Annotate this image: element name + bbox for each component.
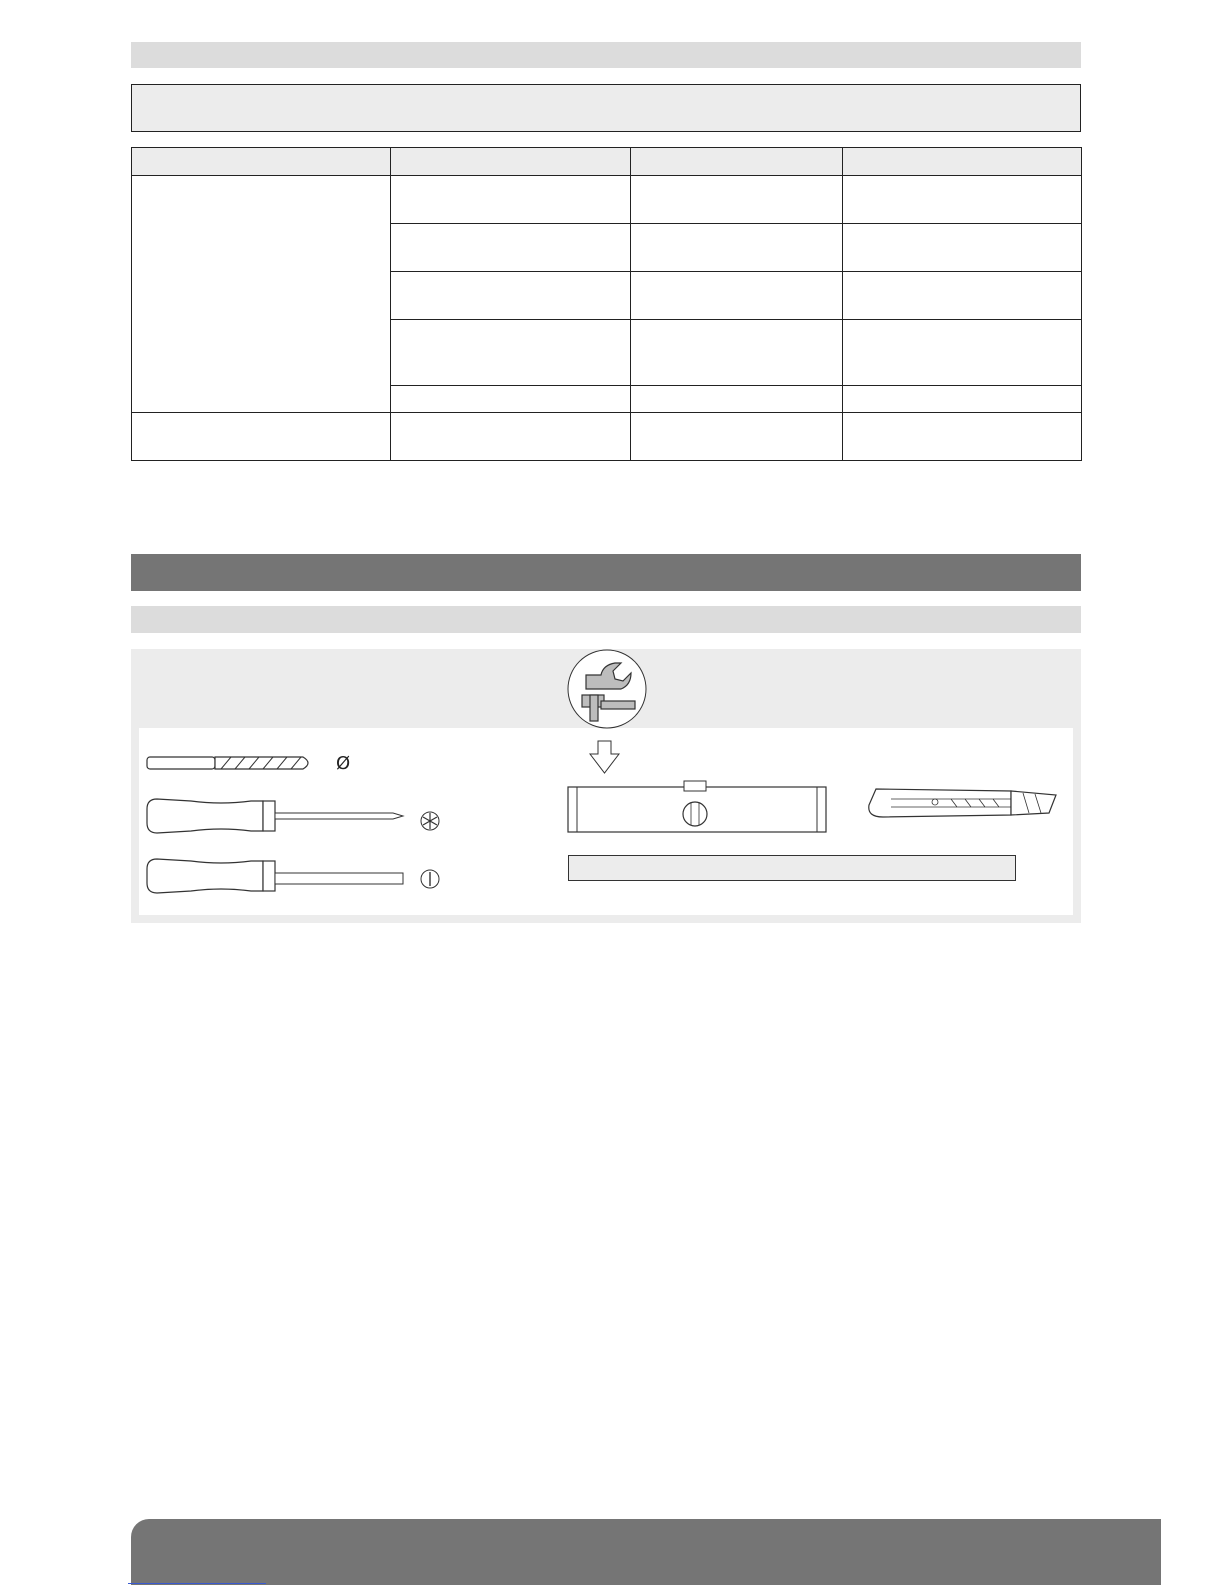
table-cell: [843, 176, 1082, 224]
table-cell: [391, 272, 631, 320]
table-row: [132, 413, 1082, 461]
footer-link-underline[interactable]: [128, 1583, 266, 1584]
table-cell: [631, 272, 843, 320]
table-header-cell: [843, 148, 1082, 176]
table-header-row: [132, 148, 1082, 176]
down-arrow-icon: [590, 741, 619, 773]
table-cell: [391, 320, 631, 386]
table-cell: [631, 413, 843, 461]
drill-diameter-symbol: Ø: [336, 753, 351, 774]
tools-illustration: [131, 649, 1081, 923]
table-cell: [843, 272, 1082, 320]
table-cell-group: [132, 176, 391, 413]
spec-table: [131, 147, 1082, 461]
table-cell: [631, 320, 843, 386]
table-cell: [843, 386, 1082, 413]
flat-screwdriver-icon: [147, 859, 439, 893]
table-cell: [391, 386, 631, 413]
table-row: [132, 176, 1082, 224]
tools-caption-bar: [568, 855, 1016, 881]
table-cell: [843, 224, 1082, 272]
drill-bit-icon: [147, 753, 350, 774]
table-header-cell: [391, 148, 631, 176]
table-cell: [391, 176, 631, 224]
section-band-top: [131, 42, 1081, 68]
table-cell: [631, 224, 843, 272]
utility-knife-icon: [869, 789, 1056, 817]
table-cell: [132, 413, 391, 461]
table-cell: [843, 320, 1082, 386]
footer-bar: [131, 1519, 1161, 1585]
tools-subheader: [131, 606, 1081, 633]
table-header-cell: [631, 148, 843, 176]
table-cell: [391, 413, 631, 461]
table-cell: [631, 176, 843, 224]
phillips-screwdriver-icon: [147, 799, 439, 833]
table-header-cell: [132, 148, 391, 176]
notice-box: [131, 84, 1081, 132]
table-cell: [631, 386, 843, 413]
table-cell: [391, 224, 631, 272]
installation-section-header: [131, 554, 1081, 591]
tools-badge-icon: [568, 650, 646, 728]
table-cell: [843, 413, 1082, 461]
spirit-level-icon: [568, 781, 826, 832]
